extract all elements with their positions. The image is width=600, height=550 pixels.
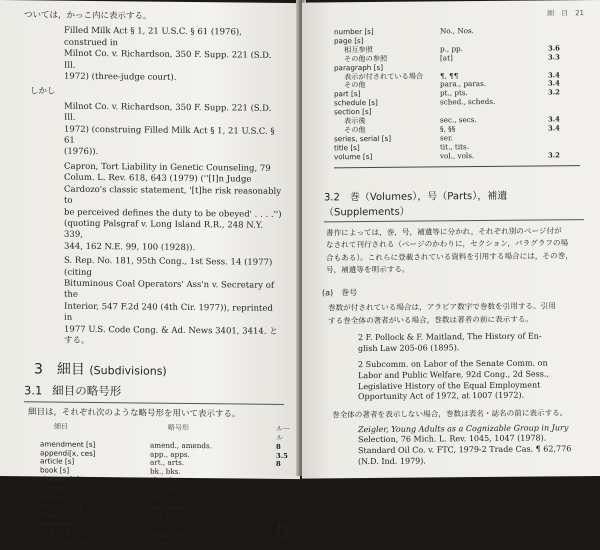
rule-cell	[276, 505, 290, 514]
table-row	[334, 151, 584, 162]
subsection-heading	[24, 383, 284, 406]
abbreviation-cell: bk., bks.	[150, 466, 181, 477]
abbreviation-cell: art., arts.	[150, 457, 185, 468]
subsection-number: 3.2	[324, 191, 340, 204]
ex-line: be perceived defines the duty to be obeyed' . . . .'')	[64, 207, 282, 220]
table-rule	[334, 165, 580, 168]
abbreviation-cell: para., paras.	[440, 79, 487, 89]
abbreviation-cell: amend., amends.	[150, 440, 212, 450]
ex-line: 2 Subcomm. on Labor of the Senate Comm. on	[358, 358, 548, 370]
term-cell: 表示後	[344, 116, 366, 126]
term-cell: clause [s]	[40, 483, 75, 493]
term-cell: amendment [s]	[40, 439, 96, 449]
rule-cell: 3.4	[548, 124, 560, 133]
term-cell: その他	[344, 125, 366, 135]
abbreviation-cell: vol., vols.	[440, 150, 475, 161]
ex-line: 344, 162 N.E. 99, 100 (1928)).	[64, 241, 196, 253]
section-heading	[34, 359, 288, 382]
abbreviation-cell: p., pp.	[440, 44, 463, 54]
abbreviation-cell: ch., chs.	[150, 475, 181, 486]
term-cell: title [s]	[334, 142, 360, 153]
term-cell: decision [s]	[40, 501, 82, 511]
example-3	[16, 161, 288, 255]
term-cell: appendi[x, ces]	[40, 447, 96, 458]
term-cell: schedule [s]	[334, 98, 378, 108]
rule-cell	[548, 97, 584, 106]
term-cell: book [s]	[40, 465, 70, 476]
term-cell: chapter [s]	[40, 474, 80, 485]
term-cell: footnote [s]	[40, 519, 82, 529]
example-2	[16, 101, 288, 161]
example-6	[316, 358, 588, 403]
ex-line: Selection, 76 Mich. L. Rev. 1045, 1047 (1978).	[358, 433, 547, 445]
example-4	[16, 255, 288, 349]
rule-cell	[548, 133, 584, 142]
term-cell: 表示が付されている場合	[344, 71, 424, 81]
ex-line: Zeigler, Young Adults as a Cognizable Group in Jury	[358, 422, 569, 434]
text-line: 号，補遺等を明示する。	[326, 265, 410, 275]
term-cell: column [s]	[40, 492, 79, 502]
intro-text: ついては，かっこ内に表示する。	[24, 10, 152, 22]
term-cell: part [s]	[334, 89, 361, 99]
abbreviation-cell: note, notes	[150, 529, 191, 539]
term-cell: その他の参照	[344, 53, 388, 63]
ex-line: Milnot Co. v. Richardson, 350 F. Supp. 221 (S.D. Ill.	[64, 101, 272, 124]
ex-line: Opportunity Act of 1972, at 1007 (1972).	[358, 390, 525, 402]
ex-line: S. Rep. No. 181, 95th Cong., 1st Sess. 14 (1977) (citing	[64, 255, 273, 278]
text-line: する巻全体の著者がいる場合，巻数は著者の前に表示する。	[328, 314, 534, 325]
ex-line: glish Law 205-06 (1895).	[358, 342, 460, 353]
item-b-text: 巻全体の著者を表示しない場合，巻数は表名・誌名の前に表示する。	[332, 408, 568, 420]
table-body	[40, 440, 290, 549]
rule-cell: 8	[276, 442, 281, 451]
abbreviation-table-continued	[334, 26, 584, 162]
section-title: 細目	[56, 361, 85, 379]
rule-cell: 3.4	[548, 70, 560, 79]
rule-cell	[548, 142, 584, 151]
abbreviation-cell: §, §§	[440, 124, 456, 134]
ex-line: Filled Milk Act § 1, 21 U.S.C. § 61 (1976), construed in	[64, 26, 242, 49]
running-head: 細 目 21	[547, 9, 584, 18]
example-7	[316, 423, 588, 468]
left-page	[0, 0, 300, 548]
header-cell: ルール	[276, 424, 290, 442]
paragraph	[316, 225, 588, 278]
abbreviation-cell: pt., pts.	[440, 88, 468, 98]
rule-cell: 3.4	[548, 115, 560, 124]
term-cell: page [s]	[334, 35, 364, 46]
subsection-title: 細目の略号形	[52, 383, 122, 399]
rule-cell	[276, 469, 290, 478]
item-a-heading: (a) 巻号	[322, 288, 358, 298]
term-cell: series, serial [s]	[334, 133, 392, 144]
ex-line: 1977 U.S. Code Cong. & Ad. News 3401, 3414. とする。	[64, 324, 278, 346]
rule-cell	[548, 35, 584, 44]
text-line: 巻数が付されている場合は，アラビア数字で巻数を引用する。引用	[328, 301, 556, 313]
ex-line: 2 F. Pollock & F. Maitland, The History of En-	[358, 331, 542, 343]
ex-line: 1972) (three-judge court).	[64, 71, 177, 83]
subsection-text: 細目は，それぞれ次のような略号形を用いて表示する。	[28, 407, 241, 420]
ex-line: (N.D. Ind. 1979).	[358, 456, 426, 466]
abbreviation-cell: tit., tits.	[440, 141, 469, 152]
ex-line: Bituminous Coal Operators' Ass'n v. Secretary of the	[64, 278, 275, 301]
table-body	[334, 26, 584, 162]
abbreviation-cell: app., apps.	[150, 449, 190, 459]
abbreviation-cell: ¶, ¶¶	[440, 70, 459, 80]
abbreviation-cell: ser.	[440, 133, 453, 143]
subsection-number: 3.1	[24, 383, 43, 398]
abbreviation-cell: sched., scheds.	[440, 97, 496, 107]
ex-line: Labor and Public Welfare, 92d Cong., 2d Sess.,	[358, 369, 549, 381]
rule-cell: 8	[276, 460, 281, 469]
abbreviation-cell: dec., decs.	[150, 502, 189, 512]
term-cell: 相互参照	[50, 528, 79, 538]
ex-line: Legislative History of the Equal Employment	[358, 380, 541, 391]
item-a-text	[316, 300, 588, 328]
example-5	[316, 331, 588, 355]
rule-cell	[548, 62, 584, 71]
ex-line: Interior, 547 F.2d 240 (4th Cir. 1977)), reprinted in	[64, 301, 273, 323]
table-row	[40, 538, 290, 550]
rule-cell: 3.2	[548, 88, 560, 97]
subsection-heading	[324, 186, 584, 222]
abbreviation-cell: col., cols.	[150, 493, 185, 503]
term-cell: その他の参照	[50, 537, 94, 547]
example-1	[16, 26, 288, 86]
rule-cell	[548, 106, 584, 115]
rule-cell: 3.6	[276, 522, 288, 531]
text-line: なされて刊行される（ページのかわりに，セクション，パラグラフの場	[326, 238, 569, 250]
text-line: 合もある）。これらに登載されている資料を引用する場合には，その巻，	[326, 251, 573, 263]
right-page	[302, 0, 600, 479]
term-cell: number [s]	[334, 26, 374, 37]
abbreviation-cell: fol., fols.	[150, 511, 182, 521]
ex-line: 1972) (construing Filled Milk Act § 1, 21 U.S.C. § 61	[64, 124, 275, 146]
rule-cell	[276, 487, 290, 496]
rule-cell: 3.6	[548, 44, 560, 53]
rule-cell	[276, 478, 290, 487]
rule-cell: 3.2	[548, 151, 560, 160]
header-cell: 略号形	[168, 423, 189, 432]
abbreviation-cell: cl., cls.	[150, 484, 176, 494]
abbreviation-cell: No., Nos.	[440, 26, 474, 36]
header-cell: 細目	[54, 422, 68, 431]
ex-line: Standard Oil Co. v. FTC, 1979-2 Trade Cas. ¶ 62,776	[358, 444, 572, 456]
text-line: 書作によっては，巻，号，補遺等に分かれ，それぞれ別のページ付が	[326, 225, 562, 237]
term-cell: volume [s]	[334, 151, 373, 162]
abbreviation-cell: [at]	[440, 53, 453, 63]
ex-line: Colum. L. Rev. 618, 643 (1979) (''[I]n Judge	[64, 172, 252, 185]
rule-cell	[276, 496, 290, 505]
ex-line: (1976)).	[64, 147, 99, 158]
term-cell: paragraph [s]	[334, 62, 384, 72]
abbreviation-cell: sec., secs.	[440, 115, 477, 125]
section-subtitle: (Subdivisions)	[89, 364, 167, 379]
term-cell: article [s]	[40, 456, 75, 467]
ex-line: Capron, Tort Liability in Genetic Counseling, 79	[64, 161, 271, 174]
abbreviation-table	[40, 422, 290, 549]
rule-cell: 3.3	[276, 531, 288, 540]
term-cell: その他	[344, 80, 366, 90]
ex-line: (quoting Palsgraf v. Long Island R.R., 248 N.Y. 339,	[64, 218, 264, 241]
rule-cell	[548, 26, 584, 35]
subsection-title: 巻（Volumes），号（Parts），補遺（Supplements）	[324, 190, 508, 219]
however-text: しかし	[30, 86, 56, 98]
rule-cell: 3.4	[548, 79, 560, 88]
term-cell: folio [s]	[40, 510, 67, 520]
rule-cell: 3.3	[548, 53, 560, 62]
ex-line: Milnot Co. v. Richardson, 350 F. Supp. 221 (S.D. Ill.	[64, 48, 272, 71]
rule-cell: 3.5	[276, 451, 288, 460]
rule-cell	[276, 514, 290, 523]
term-cell: 相互参照	[344, 44, 373, 55]
rule-cell	[276, 540, 290, 549]
abbreviation-cell: n., nn.	[150, 538, 174, 548]
ex-line: Cardozo's classic statement, '[t]he risk reasonably to	[64, 184, 282, 206]
term-cell: section [s]	[334, 107, 372, 117]
section-number: 3	[34, 361, 43, 378]
